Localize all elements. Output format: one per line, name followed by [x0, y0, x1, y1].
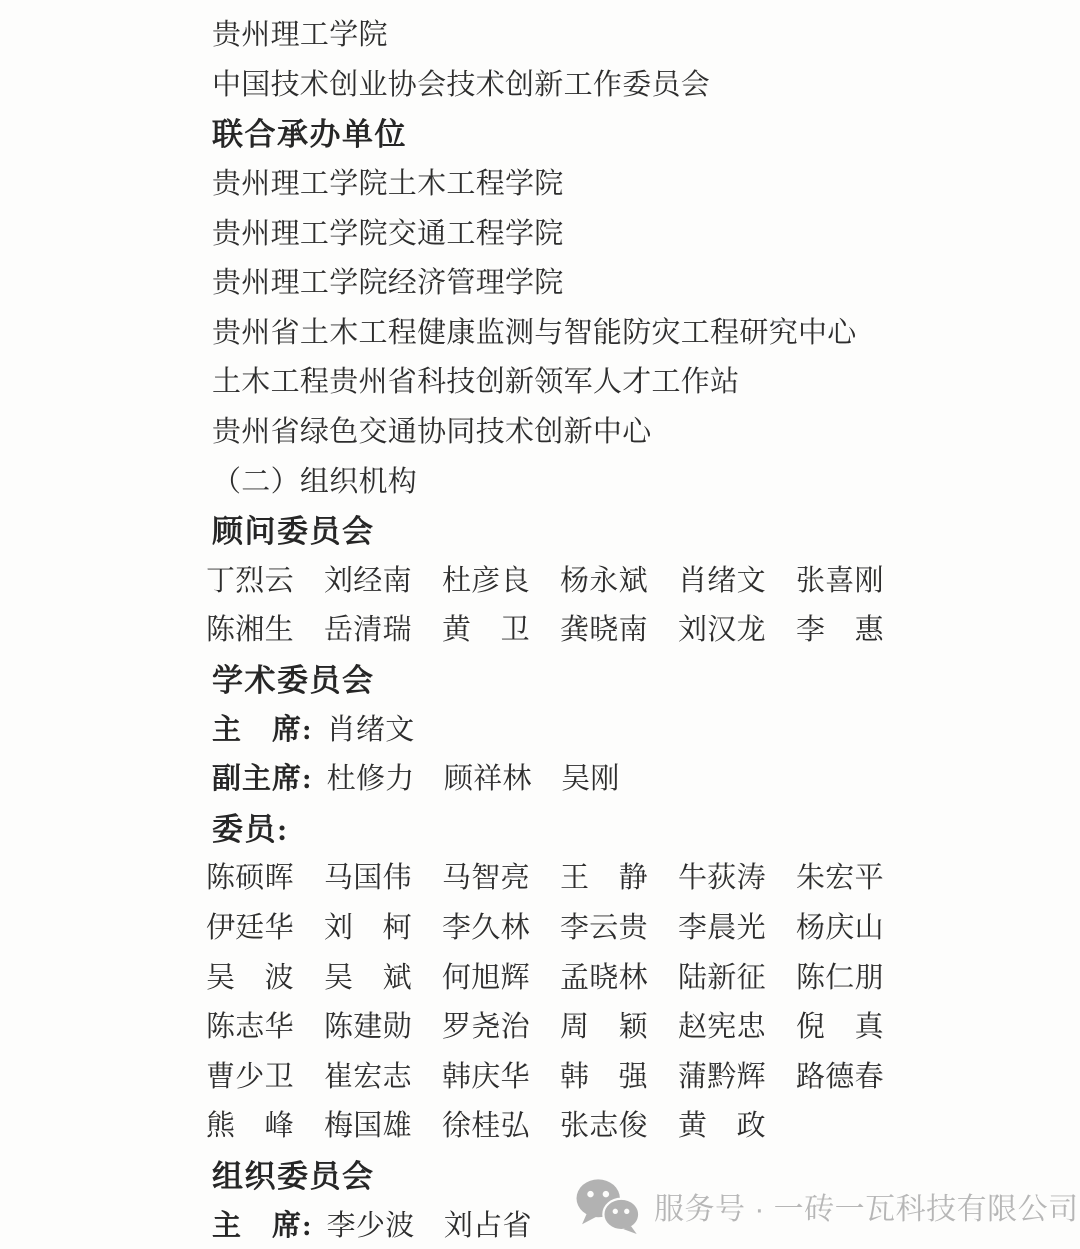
role-line: [0, 702, 1080, 752]
member-name: 肖绪文: [678, 564, 766, 597]
role-label: 主 席:: [212, 713, 313, 746]
document-line: 贵州理工学院经济管理学院: [212, 267, 564, 300]
member-name: 丁烈云: [206, 564, 294, 597]
document-line: 土木工程贵州省科技创新领军人才工作站: [212, 366, 740, 399]
member-name: 张喜刚: [796, 564, 884, 597]
member-name: 周 颖: [560, 1011, 648, 1044]
section-heading: 组织委员会: [212, 1158, 375, 1194]
member-name: 路德春: [796, 1060, 884, 1093]
member-name: 何旭辉: [442, 961, 530, 994]
member-name: 罗尧治: [442, 1011, 530, 1044]
member-name: 马智亮: [442, 862, 530, 895]
member-name: 李晨光: [678, 911, 766, 944]
member-name: 马国伟: [324, 862, 412, 895]
member-name-row: [0, 1000, 1080, 1050]
member-name-row: [0, 1049, 1080, 1099]
member-name: 朱宏平: [796, 862, 884, 895]
member-name: 熊 峰: [206, 1110, 294, 1143]
member-name: 陈硕晖: [206, 862, 294, 895]
watermark: [574, 1178, 1079, 1234]
member-name: 吴 斌: [324, 961, 412, 994]
role-line: [0, 752, 1080, 802]
document-line: （二）组织机构: [212, 465, 418, 498]
member-name-row: [0, 901, 1080, 951]
member-name: 李久林: [442, 911, 530, 944]
member-name-row: [0, 1099, 1080, 1149]
member-name: 崔宏志: [324, 1060, 412, 1093]
member-name: 刘汉龙: [678, 614, 766, 647]
member-name: 李云贵: [560, 911, 648, 944]
document-line: 贵州省土木工程健康监测与智能防灾工程研究中心: [212, 316, 857, 349]
member-name: 陈湘生: [206, 614, 294, 647]
member-name: 梅国雄: [324, 1110, 412, 1143]
member-name: 王 静: [560, 862, 648, 895]
member-name: 牛荻涛: [678, 862, 766, 895]
member-name: 陈建勋: [324, 1011, 412, 1044]
role-names: 肖绪文: [326, 713, 415, 746]
member-name-row: [0, 950, 1080, 1000]
document-body: [0, 8, 1080, 1248]
member-name: 伊廷华: [206, 911, 294, 944]
role-names: 李少波 刘占省: [326, 1209, 532, 1242]
member-name: 赵宪忠: [678, 1011, 766, 1044]
member-name: 陈仁朋: [796, 961, 884, 994]
member-name: 龚晓南: [560, 614, 648, 647]
member-name: 刘 柯: [324, 911, 412, 944]
member-name: 黄 卫: [442, 614, 530, 647]
member-name: 杨庆山: [796, 911, 884, 944]
member-name: 岳清瑞: [324, 614, 412, 647]
member-name: 刘经南: [324, 564, 412, 597]
section-heading: 学术委员会: [212, 663, 375, 699]
member-name-row: [0, 554, 1080, 604]
wechat-icon: [574, 1178, 642, 1234]
member-name: 蒲黔辉: [678, 1060, 766, 1093]
member-name: 徐桂弘: [442, 1110, 530, 1143]
member-name-row: [0, 603, 1080, 653]
section-heading: 委员:: [212, 811, 289, 847]
document-line: 贵州理工学院土木工程学院: [212, 168, 564, 201]
section-heading: 联合承办单位: [212, 117, 407, 153]
member-name: 黄 政: [678, 1110, 766, 1143]
document-line: 中国技术创业协会技术创新工作委员会: [212, 68, 711, 101]
member-name: 杜彦良: [442, 564, 530, 597]
role-names: 杜修力 顾祥林 吴刚: [326, 763, 620, 796]
document-line: 贵州理工学院: [212, 19, 388, 52]
member-name-row: [0, 851, 1080, 901]
member-name: 李 惠: [796, 614, 884, 647]
member-name: 陈志华: [206, 1011, 294, 1044]
role-label: 主 席:: [212, 1209, 313, 1242]
member-name: 杨永斌: [560, 564, 648, 597]
member-name: 张志俊: [560, 1110, 648, 1143]
member-name: 陆新征: [678, 961, 766, 994]
member-name: 曹少卫: [206, 1060, 294, 1093]
document-line: 贵州理工学院交通工程学院: [212, 217, 564, 250]
member-name: 韩庆华: [442, 1060, 530, 1093]
document-line: 贵州省绿色交通协同技术创新中心: [212, 416, 652, 449]
role-label: 副主席:: [212, 763, 313, 796]
watermark-text: 服务号 · 一砖一瓦科技有限公司: [654, 1193, 1079, 1226]
section-heading: 顾问委员会: [212, 514, 375, 550]
member-name: 倪 真: [796, 1011, 884, 1044]
member-name: 吴 波: [206, 961, 294, 994]
member-name: 韩 强: [560, 1060, 648, 1093]
member-name: 孟晓林: [560, 961, 648, 994]
